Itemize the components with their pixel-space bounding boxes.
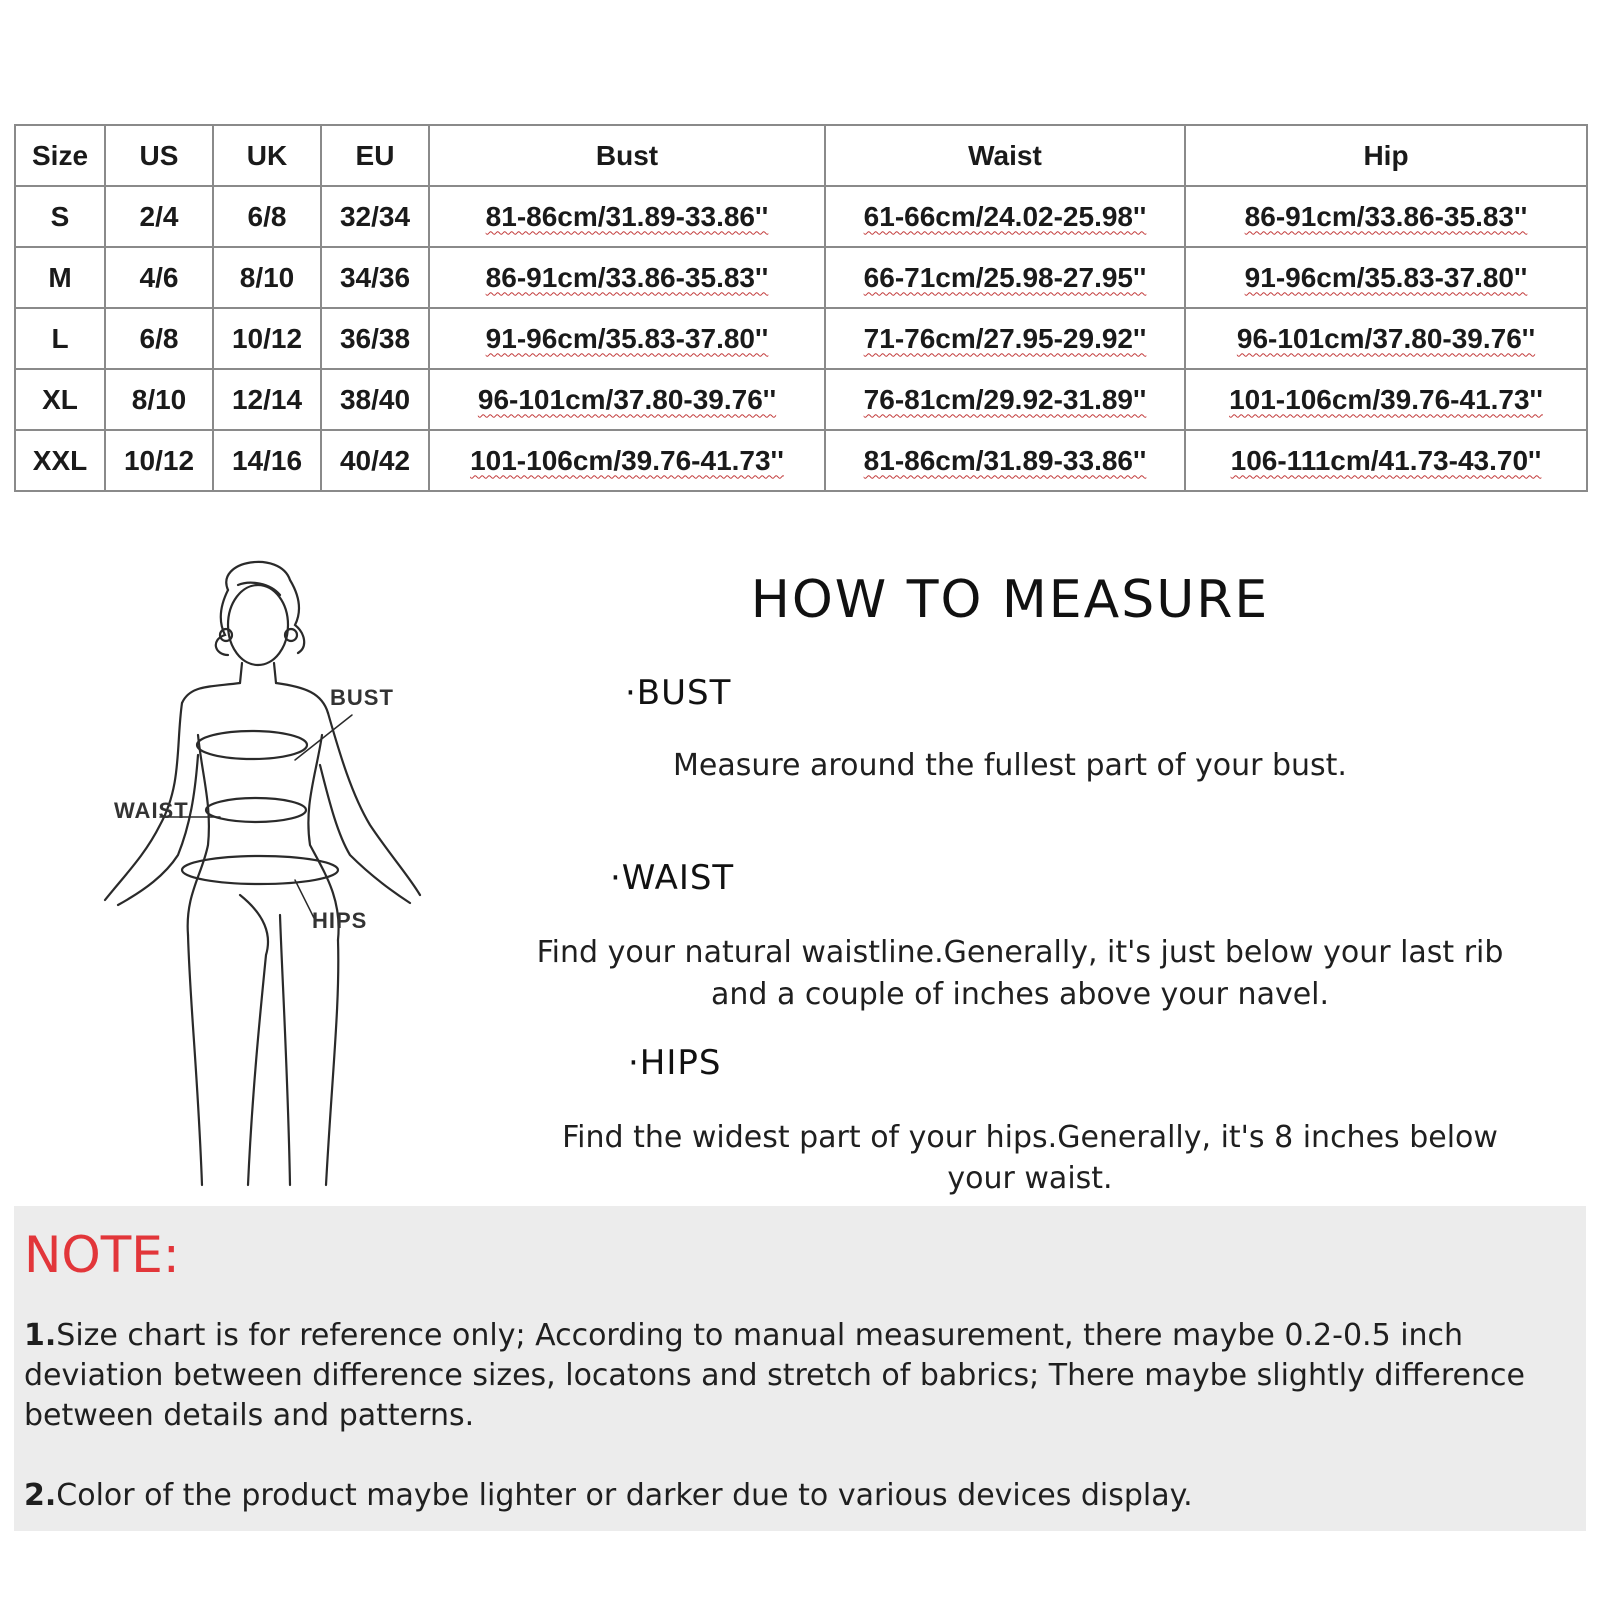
note-item-2-text: Color of the product maybe lighter or darker due to various devices display. (56, 1478, 1193, 1513)
figure-label-waist: WAIST (114, 798, 189, 823)
size-chart-table (14, 124, 1588, 492)
cell-uk: 6/8 (213, 186, 321, 247)
how-to-measure-title: HOW TO MEASURE (750, 570, 1270, 630)
cell-size: S (15, 186, 105, 247)
header-us: US (105, 125, 213, 186)
hips-heading: ·HIPS (628, 1043, 722, 1083)
cell-size: M (15, 247, 105, 308)
note-box (14, 1206, 1586, 1531)
table-header-row (15, 125, 1587, 186)
note-item-2-number: 2. (24, 1478, 57, 1513)
cell-size: XL (15, 369, 105, 430)
cell-hip: 86-91cm/33.86-35.83'' (1185, 186, 1587, 247)
header-waist: Waist (825, 125, 1185, 186)
cell-eu: 40/42 (321, 430, 429, 491)
cell-bust: 86-91cm/33.86-35.83'' (429, 247, 825, 308)
cell-waist: 66-71cm/25.98-27.95'' (825, 247, 1185, 308)
cell-hip: 91-96cm/35.83-37.80'' (1185, 247, 1587, 308)
bust-instruction: Measure around the fullest part of your bust. (673, 748, 1347, 783)
cell-us: 6/8 (105, 308, 213, 369)
header-eu: EU (321, 125, 429, 186)
cell-hip: 106-111cm/41.73-43.70'' (1185, 430, 1587, 491)
header-size: Size (15, 125, 105, 186)
note-title: NOTE: (24, 1226, 180, 1284)
header-bust: Bust (429, 125, 825, 186)
header-hip: Hip (1185, 125, 1587, 186)
table-row (15, 308, 1587, 369)
waist-instruction-line1: Find your natural waistline.Generally, it's just below your last rib (536, 935, 1504, 970)
cell-us: 10/12 (105, 430, 213, 491)
cell-us: 8/10 (105, 369, 213, 430)
cell-waist: 76-81cm/29.92-31.89'' (825, 369, 1185, 430)
cell-size: L (15, 308, 105, 369)
cell-eu: 36/38 (321, 308, 429, 369)
waist-heading: ·WAIST (610, 858, 735, 898)
figure-label-hips: HIPS (312, 908, 368, 933)
cell-uk: 12/14 (213, 369, 321, 430)
cell-eu: 38/40 (321, 369, 429, 430)
cell-hip: 96-101cm/37.80-39.76'' (1185, 308, 1587, 369)
cell-hip: 101-106cm/39.76-41.73'' (1185, 369, 1587, 430)
bust-heading: ·BUST (625, 673, 732, 713)
table-row (15, 247, 1587, 308)
hips-instruction-line2: your waist. (947, 1161, 1113, 1196)
cell-bust: 96-101cm/37.80-39.76'' (429, 369, 825, 430)
cell-uk: 10/12 (213, 308, 321, 369)
cell-eu: 34/36 (321, 247, 429, 308)
cell-uk: 14/16 (213, 430, 321, 491)
cell-us: 2/4 (105, 186, 213, 247)
cell-us: 4/6 (105, 247, 213, 308)
figure-label-bust: BUST (330, 685, 394, 710)
cell-waist: 71-76cm/27.95-29.92'' (825, 308, 1185, 369)
header-uk: UK (213, 125, 321, 186)
cell-waist: 61-66cm/24.02-25.98'' (825, 186, 1185, 247)
cell-uk: 8/10 (213, 247, 321, 308)
hips-instruction-line1: Find the widest part of your hips.Generally, it's 8 inches below (562, 1120, 1498, 1155)
table-row (15, 430, 1587, 491)
cell-bust: 91-96cm/35.83-37.80'' (429, 308, 825, 369)
note-item-1-number: 1. (24, 1318, 57, 1353)
table-body (15, 186, 1587, 491)
cell-waist: 81-86cm/31.89-33.86'' (825, 430, 1185, 491)
cell-bust: 101-106cm/39.76-41.73'' (429, 430, 825, 491)
body-measurement-figure (90, 555, 450, 1195)
note-item-1-text: Size chart is for reference only; According to manual measurement, there maybe 0.2-0.5 inch deviation between difference sizes, locatons and stretch of babrics; There maybe slightly difference between details and patterns. (24, 1318, 1525, 1433)
note-item-1 (24, 1316, 1579, 1436)
woman-outline-illustration (90, 555, 450, 1195)
note-item-2 (24, 1476, 1579, 1516)
cell-size: XXL (15, 430, 105, 491)
table-row (15, 186, 1587, 247)
cell-eu: 32/34 (321, 186, 429, 247)
waist-instruction-line2: and a couple of inches above your navel. (710, 977, 1330, 1012)
cell-bust: 81-86cm/31.89-33.86'' (429, 186, 825, 247)
table-row (15, 369, 1587, 430)
